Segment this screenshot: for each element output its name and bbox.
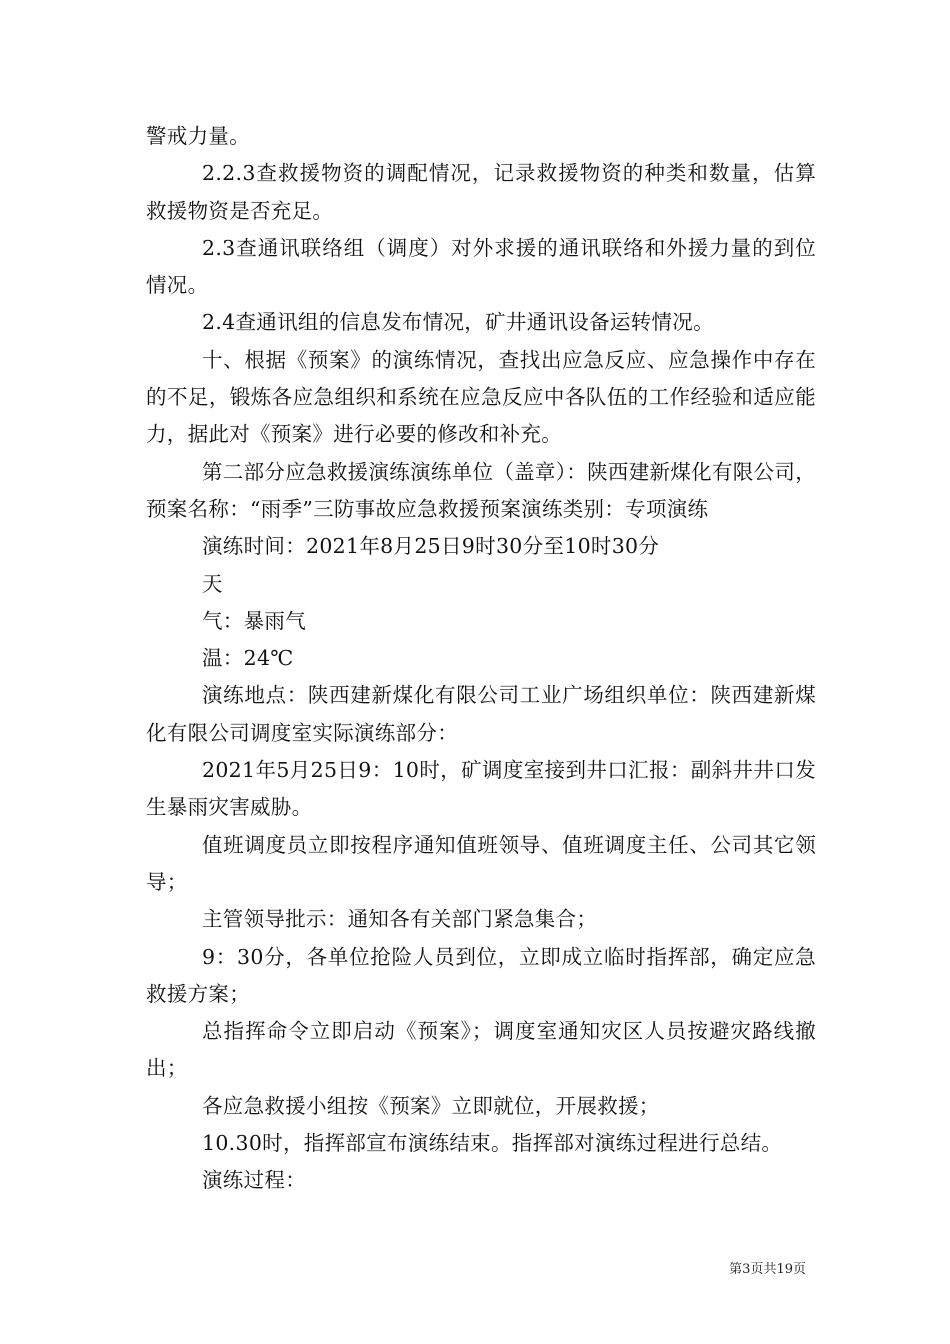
paragraph-continuation: 警戒力量。 bbox=[146, 124, 250, 148]
paragraph-drill-location: 演练地点：陕西建新煤化有限公司工业广场组织单位：陕西建新煤化有限公司调度室实际演练部分： bbox=[146, 683, 816, 745]
paragraph-teams-deploy: 各应急救援小组按《预案》立即就位，开展救援； bbox=[202, 1093, 660, 1118]
page-number-footer: 第3页共19页 bbox=[729, 1262, 806, 1277]
paragraph-report-received: 2021年5月25日9：10时，矿调度室接到井口汇报：副斜井井口发生暴雨灾害威胁。 bbox=[146, 758, 816, 820]
paragraph-command-setup: 9：30分，各单位抢险人员到位，立即成立临时指挥部，确定应急救援方案； bbox=[146, 944, 816, 1006]
body-text bbox=[146, 118, 816, 1200]
paragraph-drill-process: 演练过程： bbox=[202, 1168, 306, 1193]
paragraph-weather: 气：暴雨气 bbox=[202, 608, 306, 633]
paragraph-2-4: 2.4查通讯组的信息发布情况，矿井通讯设备运转情况。 bbox=[202, 310, 714, 335]
paragraph-2-2-3: 2.2.3查救援物资的调配情况，记录救援物资的种类和数量，估算救援物资是否充足。 bbox=[146, 161, 816, 223]
paragraph-part-two-header: 第二部分应急救援演练演练单位（盖章）：陕西建新煤化有限公司，预案名称：“雨季”三防事故应急救援预案演练类别：专项演练 bbox=[146, 459, 816, 521]
paragraph-section-ten: 十、根据《预案》的演练情况，查找出应急反应、应急操作中存在的不足，锻炼各应急组织和系统在应急反应中各队伍的工作经验和适应能力，据此对《预案》进行必要的修改和补充。 bbox=[146, 347, 816, 447]
paragraph-weather-label: 天 bbox=[202, 571, 223, 596]
paragraph-drill-time: 演练时间：2021年8月25日9时30分至10时30分 bbox=[202, 534, 660, 559]
paragraph-temperature: 温：24℃ bbox=[202, 646, 294, 671]
paragraph-notify-leaders: 值班调度员立即按程序通知值班领导、值班调度主任、公司其它领导； bbox=[146, 832, 816, 894]
paragraph-start-plan: 总指挥命令立即启动《预案》；调度室通知灾区人员按避灾路线撤出； bbox=[146, 1019, 816, 1081]
paragraph-drill-end: 10.30时，指挥部宣布演练结束。指挥部对演练过程进行总结。 bbox=[202, 1131, 783, 1156]
paragraph-2-3: 2.3查通讯联络组（调度）对外求援的通讯联络和外援力量的到位情况。 bbox=[146, 235, 816, 298]
paragraph-leader-instruction: 主管领导批示：通知各有关部门紧急集合； bbox=[202, 907, 598, 932]
